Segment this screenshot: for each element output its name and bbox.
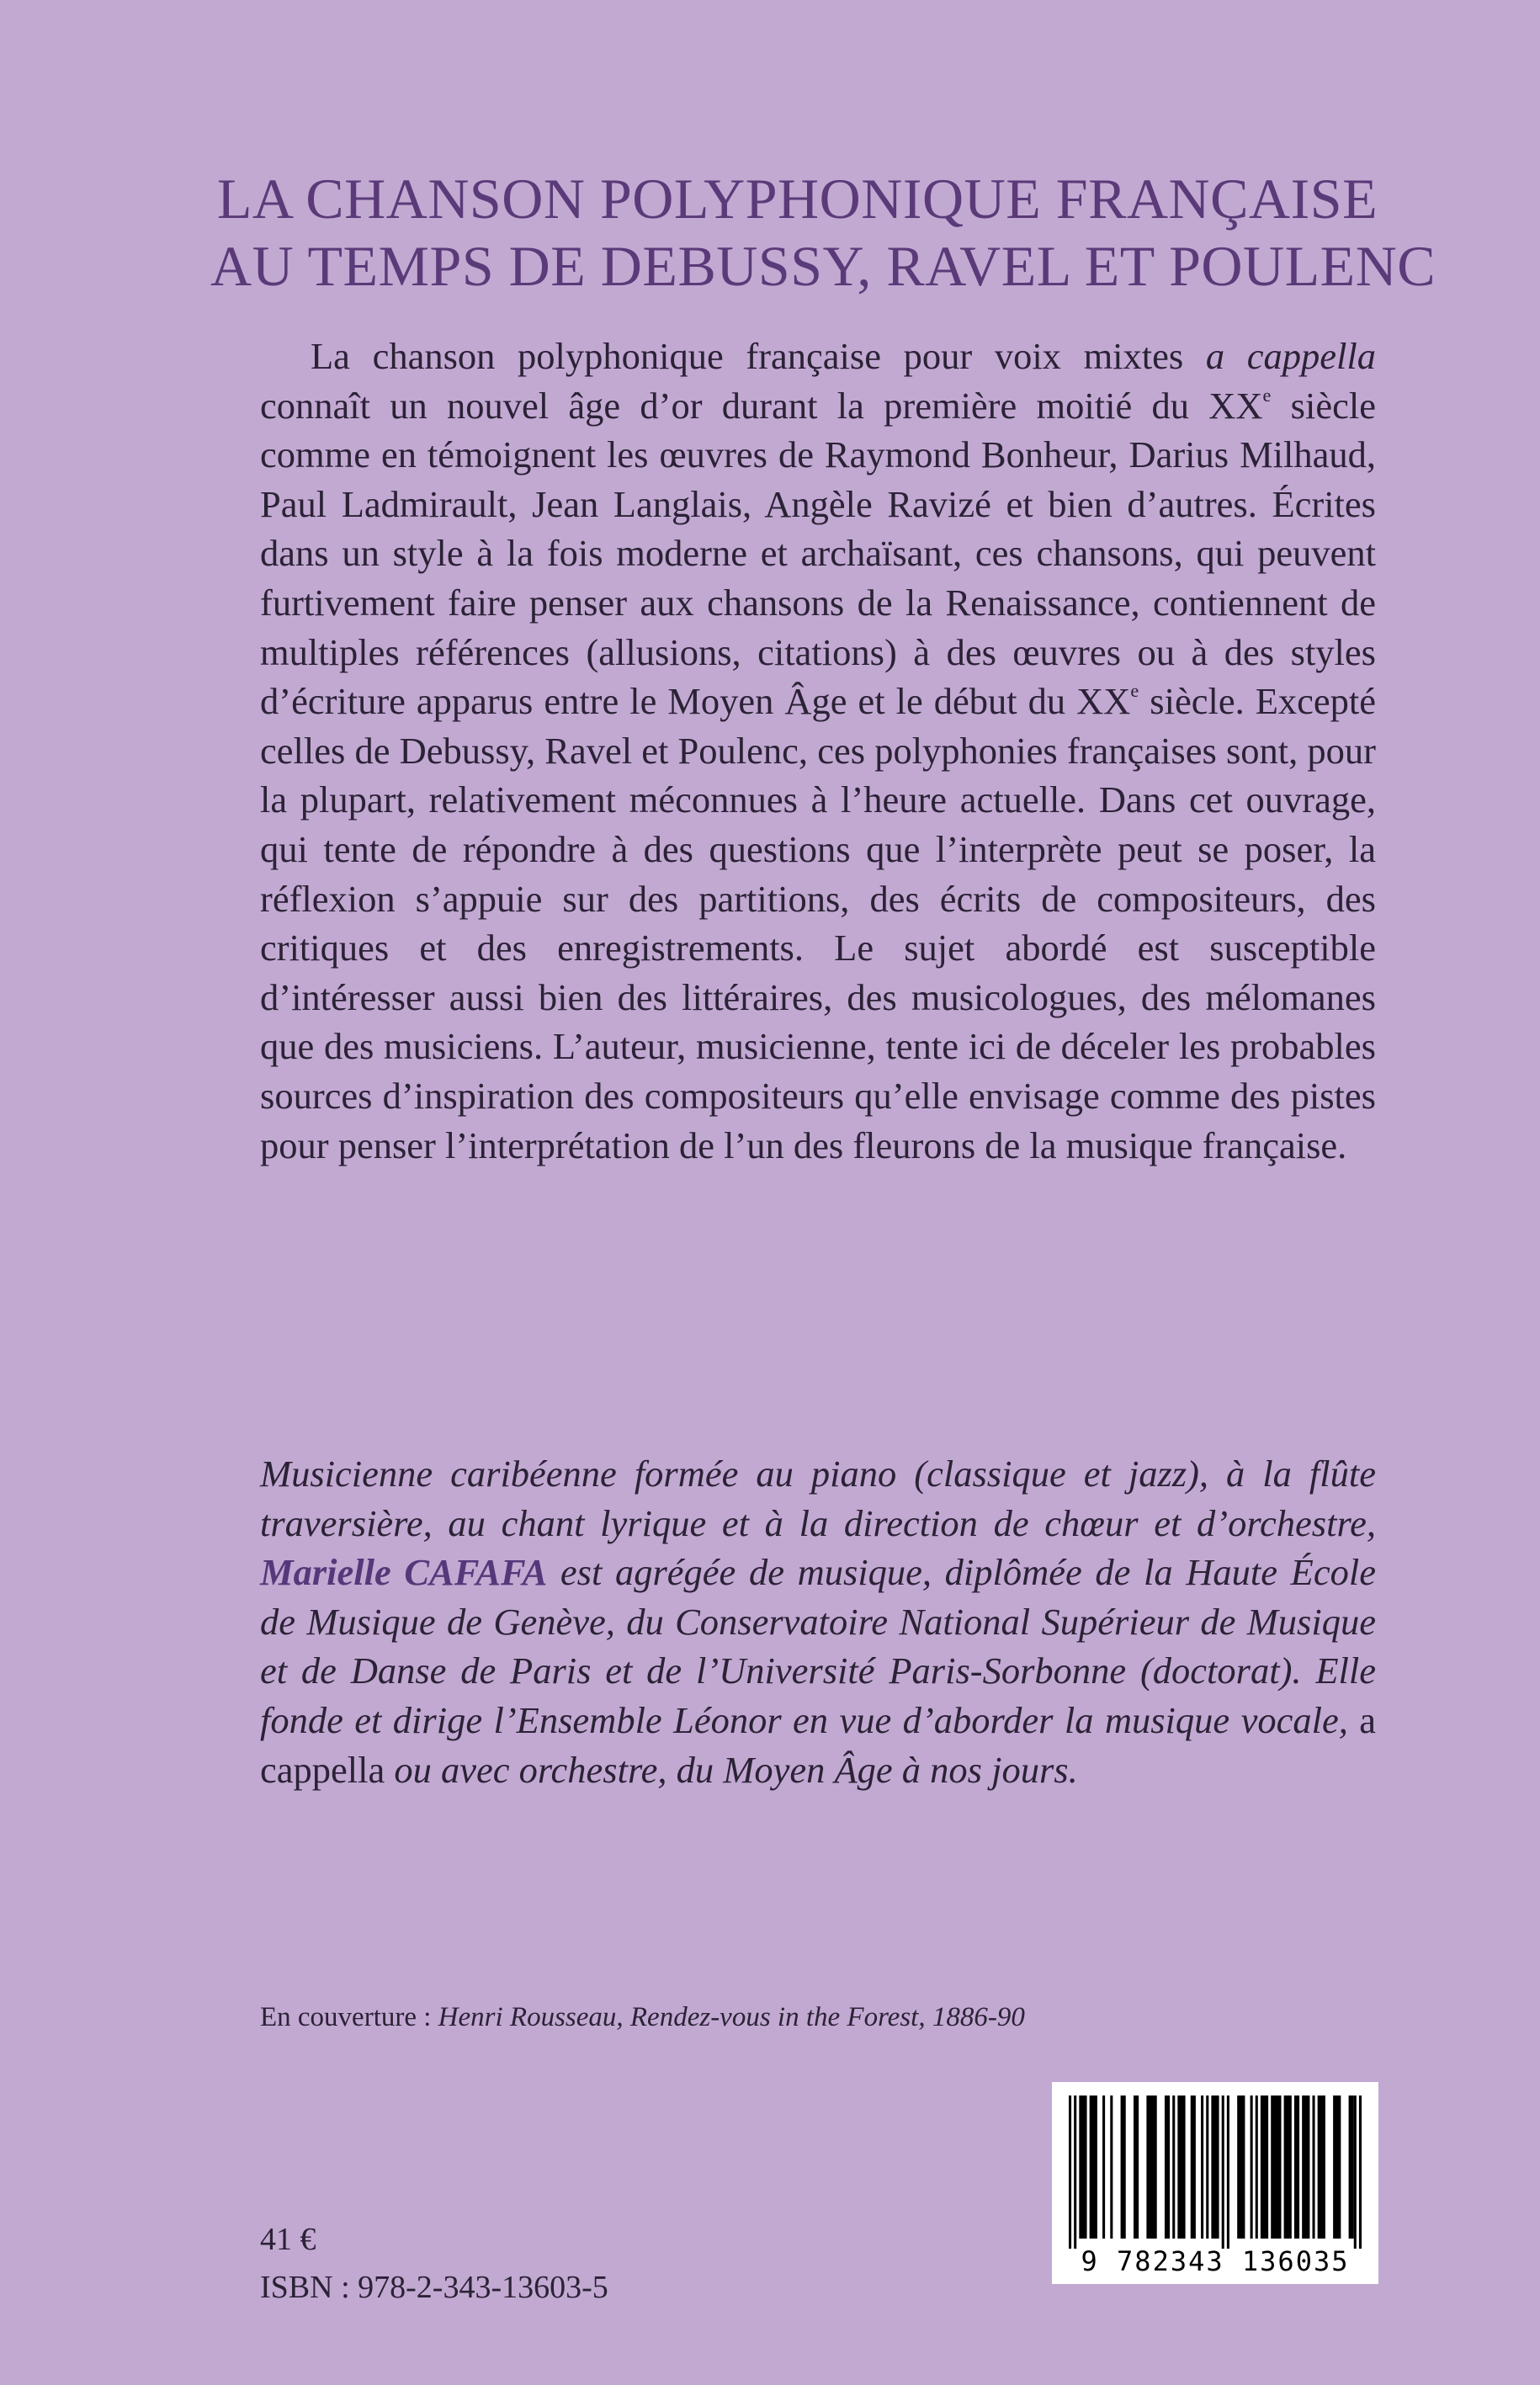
- barcode-bar: [1201, 2096, 1203, 2239]
- summary-text-4: siècle. Excepté celles de Debussy, Ravel et Poulenc, ces polyphonies françaises sont, pour la plupart, relativement méconnues à l’heure actuelle. Dans cet ouvrage, qui tente de répondre à des questions que l’interprète peut se poser, la réflexion s’appuie sur des partitions, des écrits de compositeurs, des critiques et des enregistrements. Le sujet abordé est susceptible d’intéresser aussi bien des littéraires, des musicologues, des mélomanes que des musiciens. L’auteur, musicienne, tente ici de déceler les probables sources d’inspiration des compositeurs qu’elle envisage comme des pistes pour penser l’interprétation de l’un des fleurons de la musique française.: [260, 680, 1376, 1166]
- barcode-bar: [1177, 2096, 1185, 2239]
- barcode-bar: [1191, 2096, 1196, 2239]
- barcode-bar: [1302, 2096, 1309, 2239]
- book-title-line-2: AU TEMPS DE DEBUSSY, RAVEL ET POULENC: [210, 234, 1436, 298]
- barcode-bar: [1284, 2096, 1292, 2239]
- barcode-bar: [1359, 2096, 1362, 2249]
- barcode-bar: [1121, 2096, 1126, 2239]
- barcode-bar: [1354, 2096, 1357, 2249]
- cover-credit-work: Henri Rousseau, Rendez-vous in the Forest, 1886-90: [438, 2002, 1025, 2032]
- barcode-digits: 9 782343 136035: [1081, 2245, 1350, 2277]
- summary-text-3: siècle comme en témoignent les œuvres de Raymond Bonheur, Darius Milhaud, Paul Ladmirault, Jean Langlais, Angèle Ravizé et bien d’autres. Écrites dans un style à la fois moderne et archaïsant, ces chansons, qui peuvent furtivement faire penser aux chansons de la Renaissance, contiennent de multiples références (allusions, citations) à des œuvres ou à des styles d’écriture apparus entre le Moyen Âge et le début du XX: [260, 384, 1376, 723]
- barcode-bar: [1069, 2096, 1071, 2249]
- barcode-bar: [1251, 2096, 1253, 2239]
- barcode-bar: [1146, 2096, 1156, 2239]
- barcode-bar: [1110, 2096, 1113, 2239]
- author-bio: [260, 1449, 1376, 1794]
- barcode-bar: [1227, 2096, 1229, 2249]
- barcode-bar: [1090, 2096, 1097, 2239]
- barcode-bar: [1222, 2096, 1224, 2249]
- barcode-bar: [1237, 2096, 1245, 2239]
- barcode-bar: [1333, 2096, 1341, 2239]
- barcode-bar: [1256, 2096, 1258, 2239]
- barcode-bar: [1312, 2096, 1314, 2239]
- barcode-bar: [1318, 2096, 1325, 2239]
- barcode-bar: [1206, 2096, 1208, 2239]
- author-name: Marielle CAFAFA: [260, 1551, 548, 1594]
- summary-superscript-1: e: [1262, 384, 1272, 406]
- barcode-bar: [1102, 2096, 1105, 2239]
- book-title: [210, 165, 1436, 300]
- bio-text-3: ou avec orchestre, du Moyen Âge à nos jours.: [385, 1748, 1078, 1791]
- book-summary: [260, 332, 1376, 1170]
- isbn: ISBN : 978-2-343-13603-5: [260, 2270, 608, 2305]
- summary-superscript-2: e: [1130, 680, 1139, 702]
- cover-credit-label: En couverture :: [260, 2002, 438, 2032]
- barcode-bar: [1211, 2096, 1219, 2239]
- barcode-bar: [1165, 2096, 1170, 2239]
- barcode-bar: [1261, 2096, 1268, 2239]
- isbn-barcode: [1052, 2082, 1378, 2284]
- barcode-bar: [1134, 2096, 1139, 2239]
- summary-italic-a-cappella: a cappella: [1205, 335, 1376, 377]
- cover-credit: [260, 2000, 1025, 2035]
- barcode-bar: [1294, 2096, 1299, 2239]
- bio-text-1: Musicienne caribéenne formée au piano (classique et jazz), à la flûte traversière, au chant lyrique et à la direction de chœur et d’orchestre,: [260, 1453, 1376, 1544]
- barcode-bar: [1349, 2096, 1354, 2239]
- bio-text-2: est agrégée de musique, diplômée de la Haute École de Musique de Genève, du Conservatoire National Supérieur de Musique et de Danse de Paris et de l’Université Paris-Sorbonne (doctorat). Elle fonde et dirige l’Ensemble Léonor en vue d’aborder la musique vocale,: [260, 1551, 1376, 1741]
- price: 41 €: [260, 2222, 316, 2257]
- summary-text-2: connaît un nouvel âge d’or durant la première moitié du XX: [260, 384, 1263, 427]
- summary-text-1: La chanson polyphonique française pour voix mixtes: [311, 335, 1206, 377]
- barcode-bar: [1079, 2096, 1086, 2239]
- bio-upright-a-cappella: a cappella: [260, 1698, 1376, 1791]
- barcode-bar: [1074, 2096, 1076, 2249]
- book-title-line-1: LA CHANSON POLYPHONIQUE FRANÇAISE: [216, 167, 1378, 231]
- barcode-bar: [1172, 2096, 1175, 2239]
- barcode-bar: [1271, 2096, 1281, 2239]
